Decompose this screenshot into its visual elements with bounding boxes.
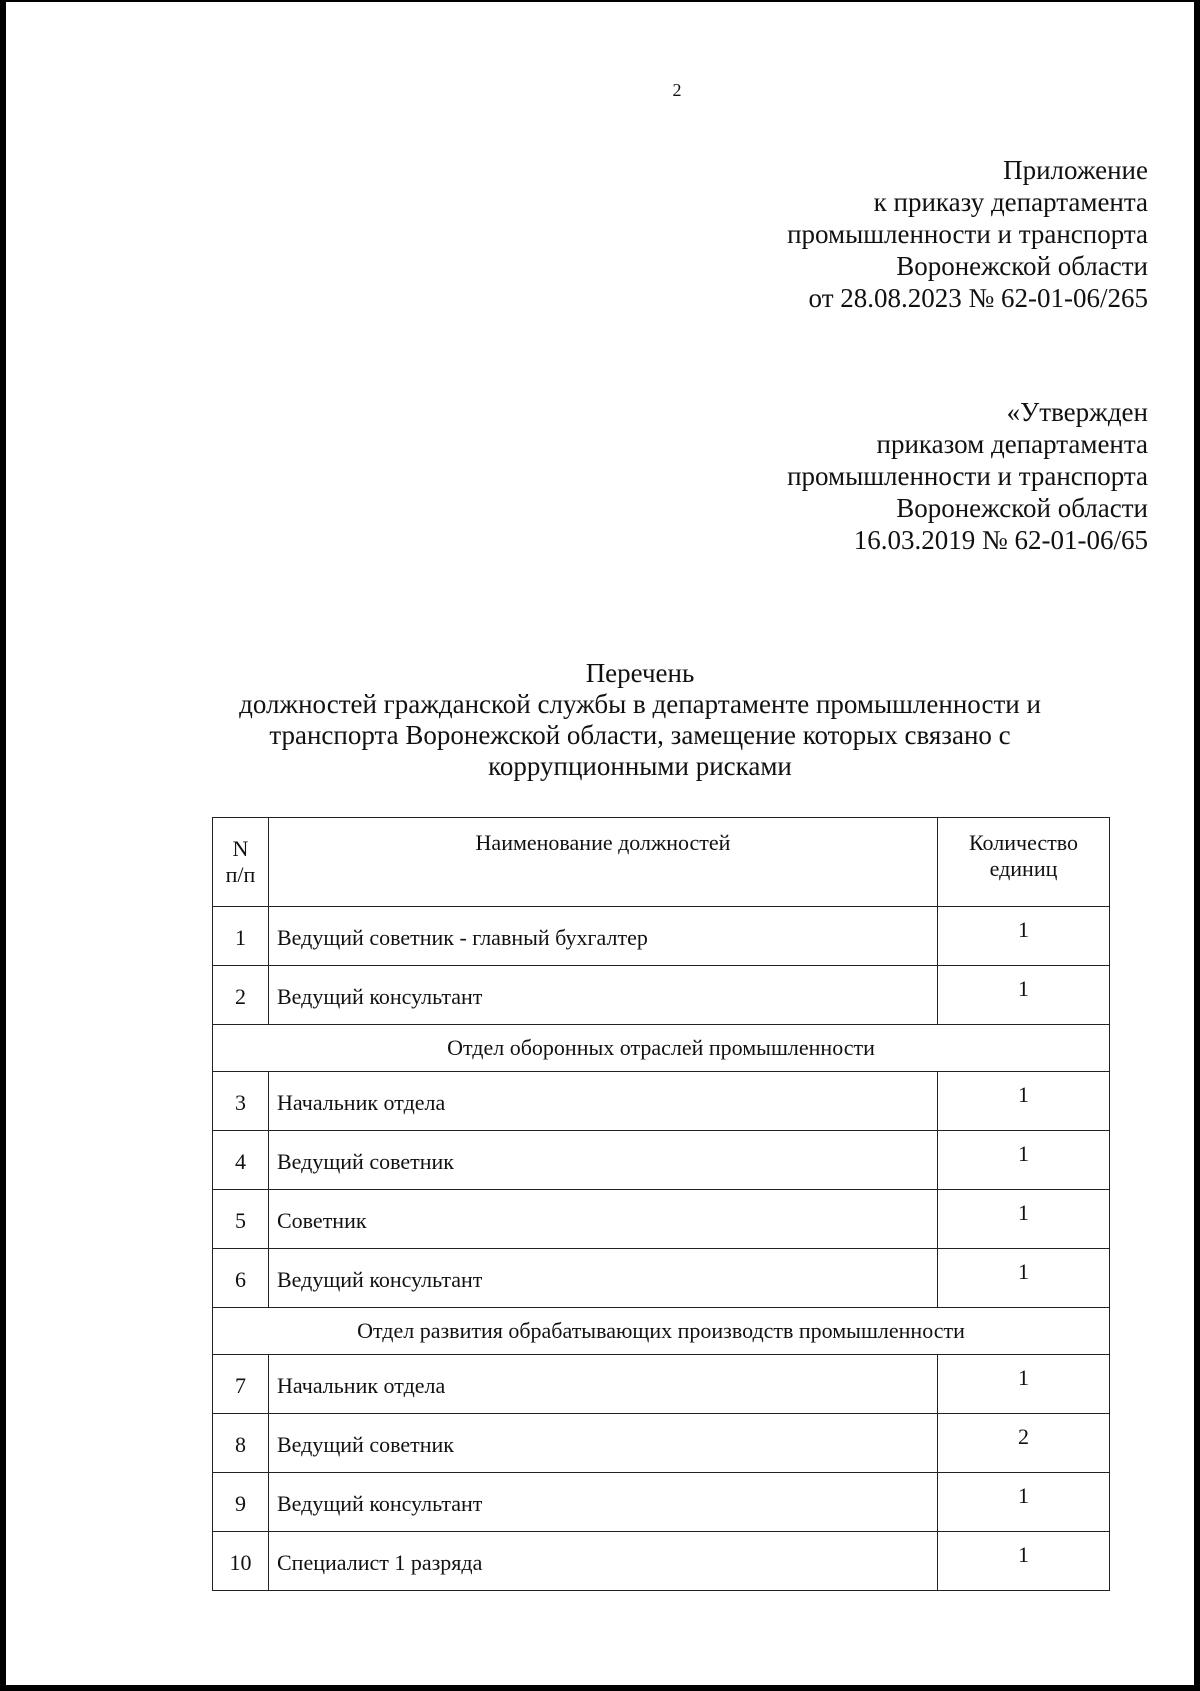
approved-line: промышленности и транспорта xyxy=(787,461,1148,491)
position-quantity: 2 xyxy=(938,1414,1110,1473)
appendix-line: Воронежской области xyxy=(896,251,1148,281)
appendix-line: от 28.08.2023 № 62-01-06/265 xyxy=(808,283,1148,313)
position-quantity: 1 xyxy=(938,1190,1110,1249)
position-quantity: 1 xyxy=(938,1532,1110,1591)
table-row xyxy=(213,966,1110,1025)
header-quantity-line1: Количество xyxy=(968,830,1079,855)
appendix-line: Приложение xyxy=(1003,155,1148,185)
title-line: должностей гражданской службы в департаменте промышленности и xyxy=(239,689,1041,719)
section-title: Отдел развития обрабатывающих производств промышленности xyxy=(213,1308,1110,1355)
approved-block xyxy=(787,396,1148,556)
table-row xyxy=(213,1355,1110,1414)
table-header-row xyxy=(213,818,1110,907)
header-number-line2: п/п xyxy=(225,862,256,887)
table-row xyxy=(213,1249,1110,1308)
position-quantity: 1 xyxy=(938,1072,1110,1131)
row-number: 9 xyxy=(213,1473,269,1532)
position-name: Начальник отдела xyxy=(269,1355,938,1414)
approved-line: приказом департамента xyxy=(876,429,1148,459)
header-position-name: Наименование должностей xyxy=(269,818,938,907)
position-quantity: 1 xyxy=(938,1473,1110,1532)
section-row xyxy=(213,1308,1110,1355)
title-line: Перечень xyxy=(585,658,695,688)
header-quantity xyxy=(938,818,1110,907)
row-number: 3 xyxy=(213,1072,269,1131)
table-row xyxy=(213,1190,1110,1249)
title-line: транспорта Воронежской области, замещение которых связано с xyxy=(269,720,1011,750)
page-number: 2 xyxy=(672,80,682,100)
position-quantity: 1 xyxy=(938,1131,1110,1190)
document-title xyxy=(180,658,1100,782)
row-number: 2 xyxy=(213,966,269,1025)
section-title: Отдел оборонных отраслей промышленности xyxy=(213,1025,1110,1072)
position-name: Ведущий советник xyxy=(269,1414,938,1473)
header-number-line1: N xyxy=(232,836,249,861)
appendix-line: к приказу департамента xyxy=(873,187,1148,217)
table-row xyxy=(213,1131,1110,1190)
table-row xyxy=(213,907,1110,966)
position-quantity: 1 xyxy=(938,966,1110,1025)
section-row xyxy=(213,1025,1110,1072)
approved-line: «Утвержден xyxy=(1006,397,1148,427)
table-row xyxy=(213,1414,1110,1473)
row-number: 10 xyxy=(213,1532,269,1591)
approved-line: 16.03.2019 № 62-01-06/65 xyxy=(853,525,1148,555)
position-name: Ведущий консультант xyxy=(269,1249,938,1308)
position-name: Советник xyxy=(269,1190,938,1249)
position-quantity: 1 xyxy=(938,1355,1110,1414)
table-row xyxy=(213,1532,1110,1591)
appendix-block xyxy=(787,154,1148,314)
position-name: Ведущий советник xyxy=(269,1131,938,1190)
position-name: Начальник отдела xyxy=(269,1072,938,1131)
approved-line: Воронежской области xyxy=(896,493,1148,523)
positions-table xyxy=(212,817,1110,1591)
row-number: 5 xyxy=(213,1190,269,1249)
row-number: 1 xyxy=(213,907,269,966)
header-quantity-line2: единиц xyxy=(989,856,1058,881)
table-row xyxy=(213,1072,1110,1131)
row-number: 8 xyxy=(213,1414,269,1473)
header-number xyxy=(213,818,269,907)
row-number: 7 xyxy=(213,1355,269,1414)
position-quantity: 1 xyxy=(938,907,1110,966)
row-number: 4 xyxy=(213,1131,269,1190)
appendix-line: промышленности и транспорта xyxy=(787,219,1148,249)
position-name: Ведущий консультант xyxy=(269,1473,938,1532)
title-line: коррупционными рисками xyxy=(488,751,792,781)
table-body xyxy=(213,907,1110,1591)
position-name: Ведущий консультант xyxy=(269,966,938,1025)
row-number: 6 xyxy=(213,1249,269,1308)
table-row xyxy=(213,1473,1110,1532)
position-quantity: 1 xyxy=(938,1249,1110,1308)
position-name: Ведущий советник - главный бухгалтер xyxy=(269,907,938,966)
position-name: Специалист 1 разряда xyxy=(269,1532,938,1591)
